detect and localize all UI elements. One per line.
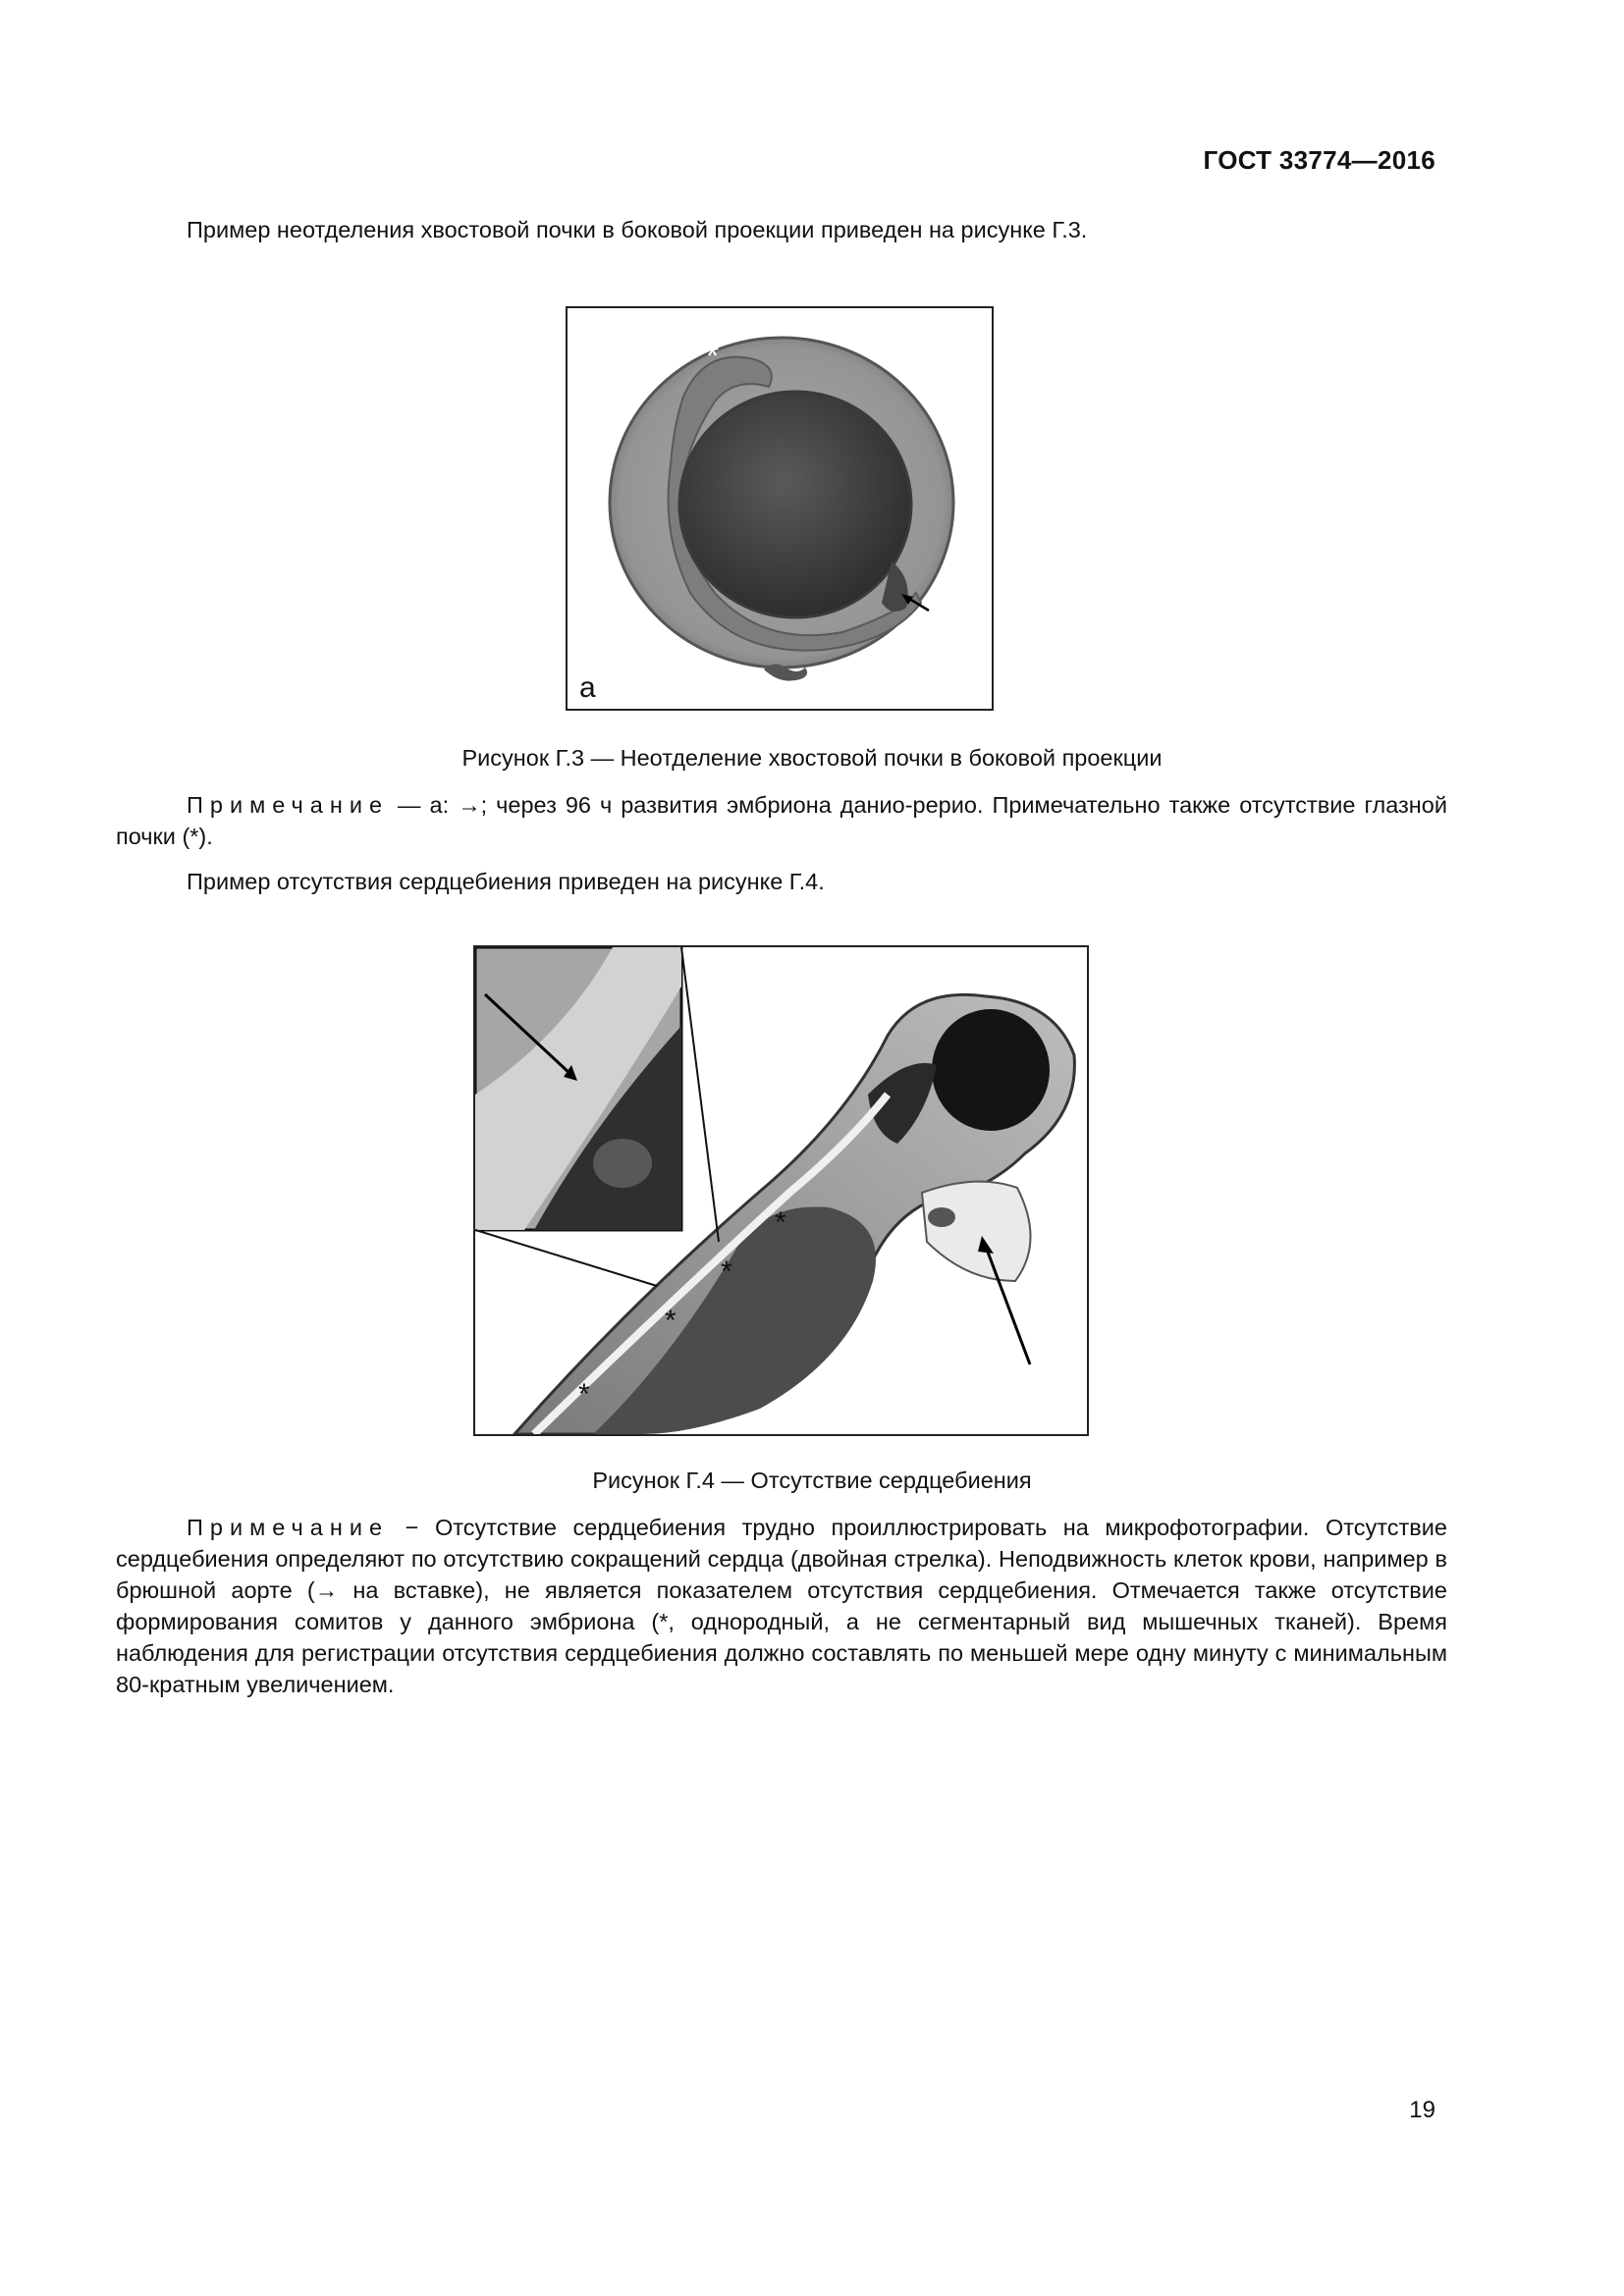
somite-asterisk: * xyxy=(578,1378,590,1411)
figure-g3-caption: Рисунок Г.3 — Неотделение хвостовой почки в боковой проекции xyxy=(461,745,1163,771)
note-label: Примечание xyxy=(187,1515,390,1540)
intro-figure-g3: Пример неотделения хвостовой почки в боковой проекции приведен на рисунке Г.3. xyxy=(187,217,1088,242)
note-figure-g4 xyxy=(116,1512,1447,1700)
somite-asterisk: * xyxy=(665,1305,677,1337)
note-label: Примечание xyxy=(187,792,390,818)
eye-bud-asterisk: * xyxy=(706,338,720,375)
page-number: 19 xyxy=(1409,2097,1435,2123)
note-figure-g3 xyxy=(116,789,1447,852)
panel-label: a xyxy=(579,671,596,704)
figure-g3-micrograph xyxy=(566,306,994,711)
note-text: − Отсутствие сердцебиения трудно проиллюстрировать на микрофотографии. Отсутствие сердцебиения определяют по отсутствию сокращений сердца (двойная стрелка). Неподвижность клеток крови, например в брюшной аорте (→ на вставке), не является показателем отсутствия сердцебиения. Отмечается также отсутствие формирования сомитов у данного эмбриона (*, однородный, а не сегментарный вид мышечных тканей). Время наблюдения для регистрации отсутствия сердцебиения должно составлять по меньшей мере одну минуту с минимальным 80-кратным увеличением. xyxy=(116,1515,1447,1697)
somite-asterisk: * xyxy=(721,1255,732,1288)
figure-g4-caption: Рисунок Г.4 — Отсутствие сердцебиения xyxy=(592,1468,1032,1493)
figure-g4-micrograph xyxy=(473,945,1089,1436)
embryo-lateral-image xyxy=(568,308,992,709)
note-text: — a: →; через 96 ч развития эмбриона данио-рерио. Примечательно также отсутствие глазной почки (*). xyxy=(116,792,1447,849)
intro-figure-g4: Пример отсутствия сердцебиения приведен на рисунке Г.4. xyxy=(187,869,825,894)
larva-heart-image xyxy=(475,947,1087,1434)
document-number: ГОСТ 33774—2016 xyxy=(1203,145,1435,175)
somite-asterisk: * xyxy=(775,1206,786,1239)
